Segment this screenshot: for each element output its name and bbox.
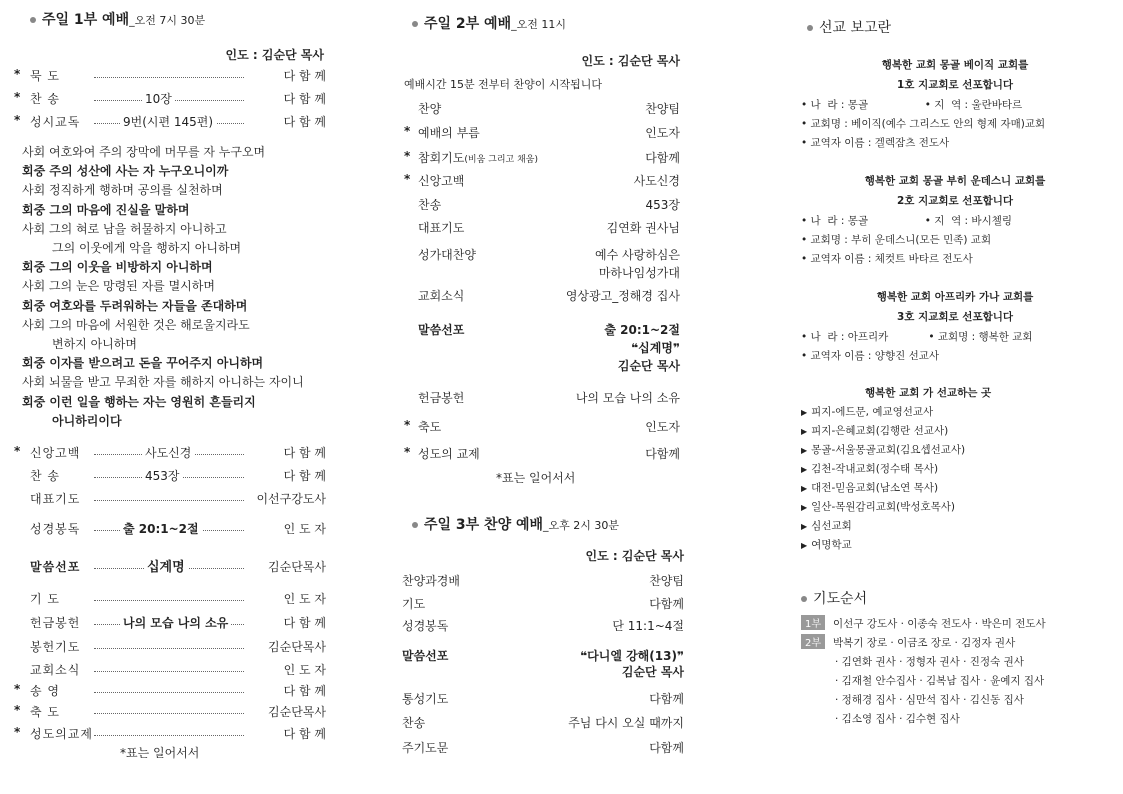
responsive-reading-line: 회중 이자를 받으려고 돈을 꾸어주지 아니하며 xyxy=(22,356,264,370)
mission-info: • 나 라 : 몽골 • 지 역 : 바시첼링 xyxy=(801,215,1013,227)
service-1-note: *표는 일어서서 xyxy=(120,746,200,760)
order-name: 대표기도 xyxy=(30,492,81,506)
order-name xyxy=(418,445,480,462)
order-name: 주기도문 xyxy=(402,741,449,755)
order-row xyxy=(14,638,326,656)
leader-dots xyxy=(94,671,244,672)
mission-site-name: 김천-작내교회(정수태 목사) xyxy=(811,463,939,475)
service-1-header xyxy=(30,9,205,29)
order-row xyxy=(14,67,326,85)
order-name: 묵 도 xyxy=(30,69,60,83)
mission-info: • 교역자 이름 : 양향진 선교사 xyxy=(801,350,939,362)
order-detail: 출 20:1~2절 xyxy=(120,520,202,537)
mission-site xyxy=(801,518,852,533)
mission-declaration: 3호 지교회로 선포합니다 xyxy=(896,311,1014,323)
stand-mark: * xyxy=(14,725,21,739)
order-leader: 다함께 xyxy=(649,692,684,706)
order-leader: 다함께 xyxy=(645,447,680,461)
order-name: 교회소식 xyxy=(30,663,81,677)
order-name xyxy=(418,124,480,141)
mission-info: • 교회명 : 베이직(예수 그리스도 안의 형제 자매)교회 xyxy=(801,118,1046,130)
triangle-icon: ▶ xyxy=(801,541,808,550)
order-name-text: 성가대찬양 xyxy=(418,248,476,262)
responsive-reading-line: 사회 그의 눈은 망령된 자를 멸시하며 xyxy=(22,279,215,293)
responsive-reading-line: 변하지 아니하며 xyxy=(52,337,137,351)
order-leader: 김순단목사 xyxy=(265,703,326,720)
responsive-reading-line: 회중 그의 이웃을 비방하지 아니하며 xyxy=(22,260,213,274)
leader-dots xyxy=(94,77,244,78)
order-leader: 나의 모습 나의 소유 xyxy=(575,391,680,405)
order-name-text: 대표기도 xyxy=(418,221,465,235)
mission-site-name: 피지-에드문, 예교영선교사 xyxy=(811,406,934,418)
triangle-icon: ▶ xyxy=(801,446,808,455)
order-name-text: 찬양 xyxy=(418,102,442,116)
order-leader: 인 도 자 xyxy=(281,661,326,678)
order-leader: 다 함 께 xyxy=(281,682,326,699)
order-row xyxy=(14,90,326,108)
mission-site xyxy=(801,423,948,438)
mission-info: • 나 라 : 아프리카 • 교회명 : 행복한 교회 xyxy=(801,331,1033,343)
bullet-icon xyxy=(807,25,813,31)
mission-info: • 교역자 이름 : 겔렉잠츠 전도사 xyxy=(801,137,950,149)
bullet-icon xyxy=(801,596,807,602)
order-name xyxy=(418,172,464,189)
responsive-reading-line: 사회 여호와여 주의 장막에 머무를 자 누구오며 xyxy=(22,145,266,159)
mission-site-name: 여명학교 xyxy=(811,539,852,551)
stand-mark: * xyxy=(404,172,411,186)
prayer-badge-1: 1부 xyxy=(801,615,825,630)
service-2-header xyxy=(412,13,566,33)
stand-mark: * xyxy=(14,90,21,104)
order-leader: 김연화 권사님 xyxy=(606,221,680,235)
order-name: 성도의교제 xyxy=(30,727,93,741)
order-name: 송 영 xyxy=(30,684,60,698)
responsive-reading-line: 회중 주의 성산에 사는 자 누구오니이까 xyxy=(22,164,229,178)
service-2-leader: 인도 : 김순단 목사 xyxy=(581,54,680,68)
stand-mark: * xyxy=(14,444,21,458)
order-name-text: 헌금봉헌 xyxy=(418,391,465,405)
responsive-reading-line: 사회 뇌물을 받고 무죄한 자를 해하지 아니하는 자이니 xyxy=(22,375,304,389)
order-name-sub: (비움 그리고 채움) xyxy=(464,155,538,165)
order-name: 통성기도 xyxy=(402,692,449,706)
mission-info: • 교회명 : 부히 운데스니(모든 민족) 교회 xyxy=(801,234,992,246)
mission-column xyxy=(795,0,1115,794)
order-name-text: 신앙고백 xyxy=(418,174,465,188)
order-detail: 453장 xyxy=(142,467,183,484)
order-leader: 인도자 xyxy=(645,126,680,140)
mission-info: • 나 라 : 몽골 • 지 역 : 울란바타르 xyxy=(801,99,1023,111)
stand-mark: * xyxy=(404,445,411,459)
order-leader-2: 김순단 목사 xyxy=(621,665,684,679)
service-2 xyxy=(390,0,700,794)
order-leader: 다 함 께 xyxy=(281,90,326,107)
responsive-reading-line: 회중 그의 마음에 진실을 말하며 xyxy=(22,203,190,217)
order-name: 말씀선포 xyxy=(30,560,81,574)
order-leader-3: 김순단 목사 xyxy=(617,359,680,373)
triangle-icon: ▶ xyxy=(801,522,808,531)
stand-mark: * xyxy=(14,67,21,81)
order-leader: 다함께 xyxy=(649,741,684,755)
order-row xyxy=(14,444,326,462)
service-1 xyxy=(0,0,340,794)
mission-site xyxy=(801,537,852,552)
service-3-time: _오후 2시 30분 xyxy=(543,519,620,532)
order-detail: 9번(시편 145편) xyxy=(120,113,216,130)
order-leader: 453장 xyxy=(645,198,680,212)
prayer-line-1 xyxy=(801,615,1046,631)
order-leader: 주님 다시 오실 때까지 xyxy=(568,716,684,730)
service-1-title: 주일 1부 예배 xyxy=(42,12,130,28)
order-detail: 십계명 xyxy=(144,556,188,575)
responsive-reading-line: 사회 그의 마음에 서원한 것은 해로울지라도 xyxy=(22,318,250,332)
leader-dots xyxy=(94,713,244,714)
order-name: 찬송 xyxy=(402,716,426,730)
order-name: 성경봉독 xyxy=(402,619,449,633)
order-leader: 사도신경 xyxy=(633,174,680,188)
order-row xyxy=(14,661,326,679)
triangle-icon: ▶ xyxy=(801,427,808,436)
service-1-leader: 인도 : 김순단 목사 xyxy=(225,48,324,62)
prayer-header xyxy=(801,588,867,608)
service-2-title: 주일 2부 예배 xyxy=(424,16,512,32)
service-2-time: _오전 11시 xyxy=(511,18,566,31)
mission-info: • 교역자 이름 : 체컷트 바타르 전도사 xyxy=(801,253,973,265)
responsive-reading-line: 그의 이웃에게 악을 행하지 아니하며 xyxy=(52,241,242,255)
bullet-icon xyxy=(412,522,418,528)
order-name xyxy=(418,389,464,406)
mission-header xyxy=(807,17,891,37)
leader-dots xyxy=(94,648,244,649)
leader-dots xyxy=(94,500,244,501)
order-leader: 단 11:1~4절 xyxy=(612,619,684,633)
supports-title: 행복한 교회 가 선교하는 곳 xyxy=(865,387,992,399)
order-name-text: 예배의 부름 xyxy=(418,126,480,140)
mission-heading: 행복한 교회 몽골 부히 운데스니 교회를 xyxy=(864,175,1046,187)
order-leader: 다함께 xyxy=(649,597,684,611)
order-name-text: 성도의 교제 xyxy=(418,447,480,461)
order-row xyxy=(14,590,326,608)
triangle-icon: ▶ xyxy=(801,465,808,474)
mission-declaration: 1호 지교회로 선포합니다 xyxy=(896,79,1014,91)
order-name-text: 축도 xyxy=(418,420,442,434)
order-leader: 인도자 xyxy=(645,420,680,434)
order-name xyxy=(418,196,441,213)
order-leader: 다 함 께 xyxy=(281,113,326,130)
order-row xyxy=(14,703,326,721)
order-name xyxy=(418,219,464,236)
order-leader: 찬양팀 xyxy=(645,102,680,116)
order-row xyxy=(14,725,326,743)
order-leader: 다 함 께 xyxy=(281,467,326,484)
stand-mark: * xyxy=(404,149,411,163)
stand-mark: * xyxy=(14,682,21,696)
order-leader: 인 도 자 xyxy=(281,590,326,607)
order-detail: 사도신경 xyxy=(142,444,194,461)
order-row xyxy=(14,113,326,131)
bullet-icon xyxy=(412,21,418,27)
responsive-reading-line: 아니하리이다 xyxy=(52,414,122,428)
mission-site xyxy=(801,404,933,419)
order-leader: 예수 사랑하심은 xyxy=(595,248,680,262)
order-leader-2: ❝십계명❞ xyxy=(631,341,680,355)
order-name-text: 교회소식 xyxy=(418,289,465,303)
order-name: 기 도 xyxy=(30,592,60,606)
order-name: 찬양과경배 xyxy=(402,574,460,588)
order-leader: ❝다니엘 강해(13)❞ xyxy=(580,649,684,663)
order-name xyxy=(418,100,441,117)
prayer-badge-2: 2부 xyxy=(801,634,825,649)
mission-site xyxy=(801,442,965,457)
triangle-icon: ▶ xyxy=(801,408,808,417)
order-leader: 다 함 께 xyxy=(281,725,326,742)
order-row xyxy=(14,558,326,576)
mission-site xyxy=(801,461,938,476)
prayer-title: 기도순서 xyxy=(813,591,868,607)
stand-mark: * xyxy=(14,703,21,717)
order-leader: 영상광고_정해경 집사 xyxy=(565,289,680,303)
order-name xyxy=(418,287,464,304)
leader-dots xyxy=(94,692,244,693)
order-row xyxy=(14,614,326,632)
order-name: 찬 송 xyxy=(30,469,60,483)
order-name: 봉헌기도 xyxy=(30,640,81,654)
service-3-leader: 인도 : 김순단 목사 xyxy=(585,549,684,563)
order-detail: 10장 xyxy=(142,90,175,107)
order-row xyxy=(14,467,326,485)
order-name xyxy=(418,149,538,166)
order-leader: 다 함 께 xyxy=(281,444,326,461)
order-name: 성경봉독 xyxy=(30,522,81,536)
order-name: 헌금봉헌 xyxy=(30,616,81,630)
order-leader: 김순단목사 xyxy=(265,638,326,655)
responsive-reading-line: 회중 여호와를 두려워하는 자들을 존대하며 xyxy=(22,299,248,313)
order-name xyxy=(418,321,464,338)
order-name: 말씀선포 xyxy=(402,649,449,663)
stand-mark: * xyxy=(404,418,411,432)
order-row xyxy=(14,490,326,508)
mission-site-name: 심선교회 xyxy=(811,520,852,532)
mission-declaration: 2호 지교회로 선포합니다 xyxy=(896,195,1014,207)
order-detail: 나의 모습 나의 소유 xyxy=(120,614,231,631)
responsive-reading-line: 회중 이런 일을 행하는 자는 영원히 흔들리지 xyxy=(22,395,256,409)
leader-dots xyxy=(94,600,244,601)
order-name: 축 도 xyxy=(30,705,60,719)
order-leader: 다 함 께 xyxy=(281,614,326,631)
prayer-names-2: 박복기 장로 · 이금조 장로 · 김정자 권사 xyxy=(833,637,1016,649)
prayer-names-1: 이선구 강도사 · 이종숙 전도사 · 박은미 전도사 xyxy=(833,618,1046,630)
mission-site xyxy=(801,480,938,495)
order-name: 성시교독 xyxy=(30,115,81,129)
order-leader: 김순단목사 xyxy=(265,558,326,575)
prayer-names: · 김재철 안수집사 · 김복남 집사 · 윤예지 집사 xyxy=(835,675,1045,687)
service-1-time: _오전 7시 30분 xyxy=(129,14,206,27)
order-name: 신앙고백 xyxy=(30,446,81,460)
prayer-names: · 김소영 집사 · 김수현 집사 xyxy=(835,713,960,725)
order-name-text: 참회기도 xyxy=(418,151,465,165)
order-row xyxy=(14,682,326,700)
bullet-icon xyxy=(30,17,36,23)
prayer-names: · 김연화 권사 · 정형자 권사 · 진정숙 권사 xyxy=(835,656,1024,668)
service-3-header xyxy=(412,514,619,534)
mission-site-name: 피지-은혜교회(김행란 선교사) xyxy=(811,425,949,437)
order-name-text: 말씀선포 xyxy=(418,323,465,337)
order-name: 기도 xyxy=(402,597,426,611)
order-leader: 찬양팀 xyxy=(649,574,684,588)
mission-heading: 행복한 교회 몽골 베이직 교회를 xyxy=(881,59,1029,71)
order-leader: 이선구강도사 xyxy=(253,490,326,507)
order-name xyxy=(418,418,441,435)
stand-mark: * xyxy=(14,113,21,127)
mission-site xyxy=(801,499,955,514)
leader-dots xyxy=(94,735,244,736)
mission-site-name: 대전-믿음교회(남소연 목사) xyxy=(811,482,939,494)
order-leader: 출 20:1~2절 xyxy=(604,323,680,337)
mission-site-name: 몽골-서울몽골교회(김요셉선교사) xyxy=(811,444,966,456)
service-3-title: 주일 3부 찬양 예배 xyxy=(424,517,544,533)
order-leader: 다 함 께 xyxy=(281,67,326,84)
mission-site-name: 일산-목원감리교회(박성호목사) xyxy=(811,501,955,513)
prayer-names: · 정해경 집사 · 심만석 집사 · 김신동 집사 xyxy=(835,694,1024,706)
stand-mark: * xyxy=(404,124,411,138)
order-name: 찬 송 xyxy=(30,92,60,106)
order-name-text: 찬송 xyxy=(418,198,442,212)
order-leader-2: 마하나임성가대 xyxy=(598,266,680,280)
prayer-line-2 xyxy=(801,634,1015,650)
responsive-reading-line: 사회 정직하게 행하며 공의를 실천하며 xyxy=(22,183,223,197)
triangle-icon: ▶ xyxy=(801,503,808,512)
order-leader: 다함께 xyxy=(645,151,680,165)
mission-heading: 행복한 교회 아프리카 가나 교회를 xyxy=(876,291,1034,303)
triangle-icon: ▶ xyxy=(801,484,808,493)
mission-title: 선교 보고란 xyxy=(819,20,892,36)
responsive-reading-line: 사회 그의 혀로 남을 허물하지 아니하고 xyxy=(22,222,227,236)
order-name xyxy=(418,246,476,263)
service-2-pre: 예배시간 15분 전부터 찬양이 시작됩니다 xyxy=(404,78,602,91)
service-2-note: *표는 일어서서 xyxy=(496,471,576,485)
order-row xyxy=(14,520,326,538)
order-leader: 인 도 자 xyxy=(281,520,326,537)
